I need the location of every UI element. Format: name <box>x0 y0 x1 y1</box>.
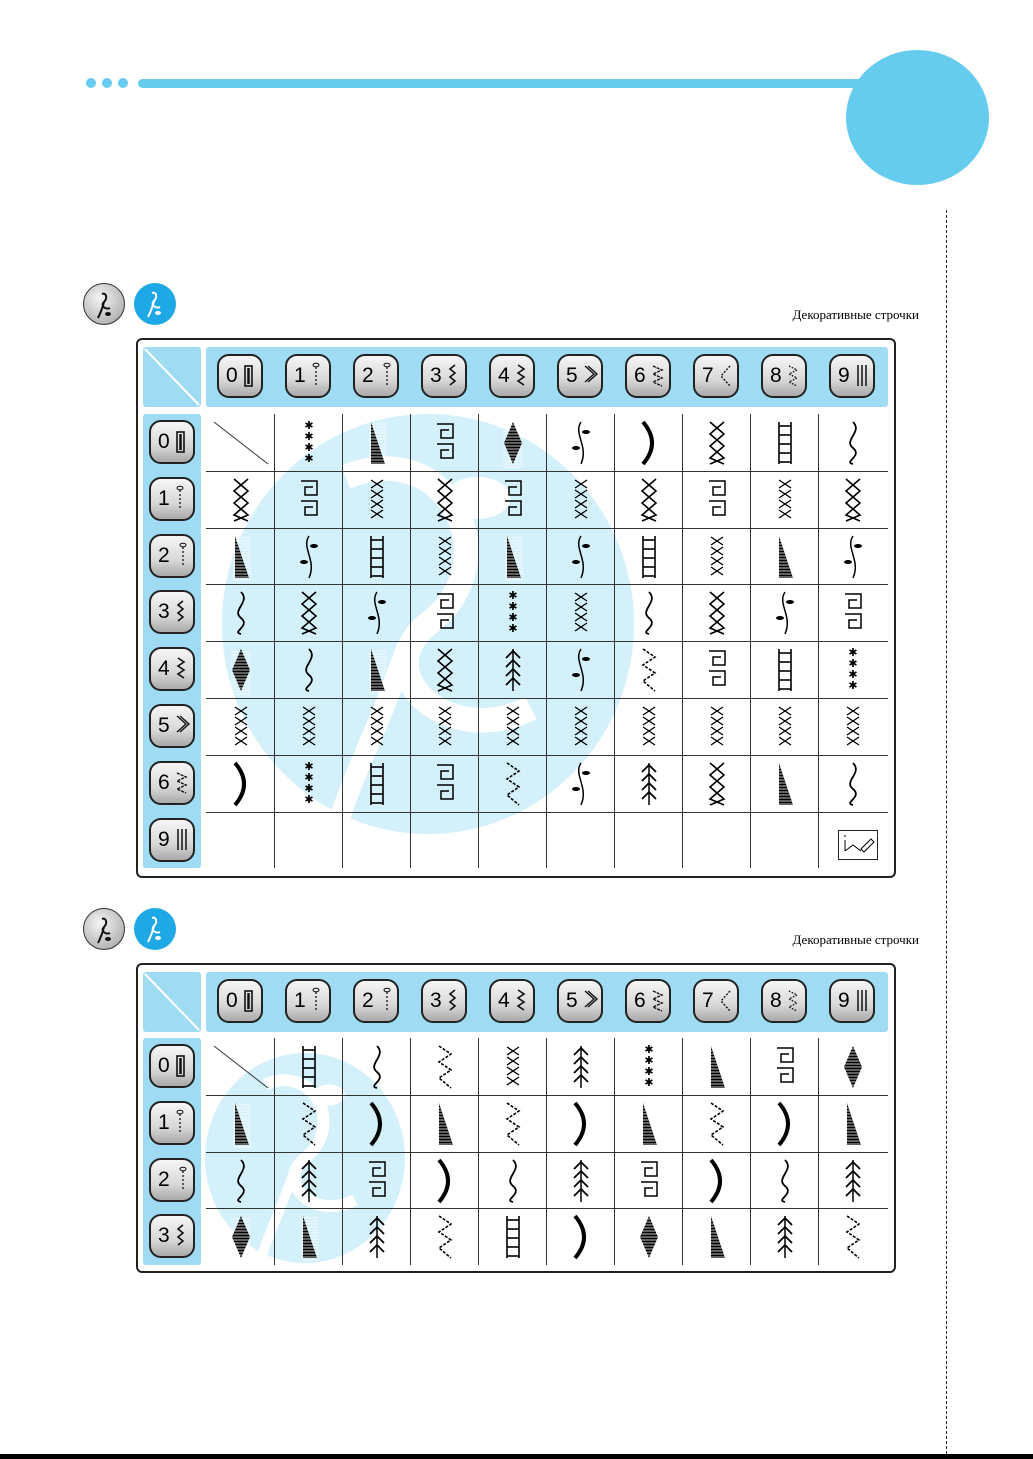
stitch-b-16[interactable] <box>636 1099 662 1154</box>
row-key-1[interactable] <box>149 1101 195 1145</box>
stitch-a-23[interactable] <box>432 532 458 587</box>
stitch-a-02[interactable] <box>364 418 390 473</box>
svg-text:✱: ✱ <box>304 759 314 773</box>
svg-text:✱: ✱ <box>508 589 518 603</box>
stitch-a-58[interactable] <box>772 702 798 757</box>
header-dot-2 <box>102 78 112 88</box>
stitch-a-46[interactable] <box>636 645 662 700</box>
empty-cell-diagonal <box>212 1044 270 1095</box>
key-number: 1 <box>294 989 306 1012</box>
stitch-a-64[interactable] <box>500 759 526 814</box>
column-key-7[interactable] <box>693 354 739 398</box>
stitch-a-04[interactable] <box>500 418 526 473</box>
stitch-b-34[interactable] <box>500 1212 526 1267</box>
stitch-a-18[interactable] <box>772 475 798 530</box>
stitch-a-34[interactable] <box>500 588 526 643</box>
stitch-a-53[interactable] <box>432 702 458 757</box>
column-key-1[interactable] <box>285 979 331 1023</box>
stitch-b-04[interactable] <box>500 1042 526 1097</box>
key-number: 9 <box>838 364 850 387</box>
key-stitch-icon <box>447 987 463 1020</box>
stitch-b-39[interactable] <box>840 1212 866 1267</box>
grid-column-line <box>682 1038 683 1265</box>
stitch-a-59[interactable] <box>840 702 866 757</box>
stitch-b-19[interactable] <box>840 1099 866 1154</box>
row-key-9[interactable] <box>149 818 195 862</box>
key-stitch-icon <box>243 362 259 395</box>
stitch-a-40[interactable] <box>228 645 254 700</box>
key-number: 4 <box>498 989 510 1012</box>
stitch-a-48[interactable] <box>772 645 798 700</box>
stitch-b-08[interactable] <box>772 1042 798 1097</box>
stitch-a-49[interactable] <box>840 645 866 700</box>
key-stitch-icon <box>651 362 667 395</box>
key-number: 0 <box>226 364 238 387</box>
key-number: 2 <box>362 989 374 1012</box>
svg-text:✱: ✱ <box>304 430 314 443</box>
stitch-a-42[interactable] <box>364 645 390 700</box>
svg-text:✱: ✱ <box>848 668 858 682</box>
key-stitch-icon <box>719 987 735 1020</box>
key-stitch-icon <box>855 362 871 395</box>
stitch-a-61[interactable] <box>296 759 322 814</box>
row-key-1[interactable] <box>149 477 195 521</box>
stitch-b-18[interactable] <box>772 1099 798 1154</box>
stitch-mode-active-icon <box>134 908 176 950</box>
stitch-a-27[interactable] <box>704 532 730 587</box>
row-key-2[interactable] <box>149 1158 195 1202</box>
column-key-8[interactable] <box>761 354 807 398</box>
key-number: 5 <box>566 364 578 387</box>
svg-text:✱: ✱ <box>644 1043 654 1056</box>
stitch-b-30[interactable] <box>228 1212 254 1267</box>
stitch-b-12[interactable] <box>364 1099 390 1154</box>
key-number: 7 <box>702 364 714 387</box>
key-stitch-icon <box>175 428 191 461</box>
stitch-a-20[interactable] <box>228 532 254 587</box>
stitch-b-11[interactable] <box>296 1099 322 1154</box>
key-stitch-icon <box>787 362 803 395</box>
stitch-a-32[interactable] <box>364 588 390 643</box>
stitch-a-45[interactable] <box>568 645 594 700</box>
row-key-4[interactable] <box>149 647 195 691</box>
stitch-a-29[interactable] <box>840 532 866 587</box>
key-number: 2 <box>158 1167 170 1191</box>
stitch-b-35[interactable] <box>568 1212 594 1267</box>
stitch-b-17[interactable] <box>704 1099 730 1154</box>
key-number: 0 <box>158 430 170 453</box>
stitch-a-47[interactable] <box>704 645 730 700</box>
svg-text:✱: ✱ <box>304 781 314 795</box>
stitch-b-22[interactable] <box>364 1156 390 1211</box>
key-stitch-icon <box>175 769 191 802</box>
key-stitch-icon <box>175 1052 191 1085</box>
stitch-a-12[interactable] <box>364 475 390 530</box>
key-stitch-icon <box>175 542 191 575</box>
key-stitch-icon <box>175 1166 191 1199</box>
stitch-b-05[interactable] <box>568 1042 594 1097</box>
stitch-a-08[interactable] <box>772 418 798 473</box>
column-key-8[interactable] <box>761 979 807 1023</box>
header-circle <box>846 50 989 185</box>
stitch-b-15[interactable] <box>568 1099 594 1154</box>
grid-column-line <box>410 414 411 868</box>
column-key-1[interactable] <box>285 354 331 398</box>
key-stitch-icon <box>175 712 191 745</box>
row-key-0[interactable] <box>149 420 195 464</box>
stitch-b-33[interactable] <box>432 1212 458 1267</box>
key-number: 4 <box>158 657 170 681</box>
svg-text:✱: ✱ <box>304 419 314 432</box>
column-key-4[interactable] <box>489 979 535 1023</box>
column-key-2[interactable] <box>353 354 399 398</box>
grid-column-line <box>546 414 547 868</box>
key-stitch-icon <box>787 987 803 1020</box>
key-stitch-icon <box>651 987 667 1020</box>
svg-text:✱: ✱ <box>304 770 314 784</box>
stitch-b-21[interactable] <box>296 1156 322 1211</box>
stitch-a-03[interactable] <box>432 418 458 473</box>
stitch-a-09[interactable] <box>840 418 866 473</box>
row-key-5[interactable] <box>149 704 195 748</box>
stitch-b-02[interactable] <box>364 1042 390 1097</box>
stitch-a-26[interactable] <box>636 532 662 587</box>
column-key-5[interactable] <box>557 979 603 1023</box>
stitch-b-31[interactable] <box>296 1212 322 1267</box>
stitch-a-65[interactable] <box>568 759 594 814</box>
stitch-b-27[interactable] <box>704 1156 730 1211</box>
column-key-5[interactable] <box>557 354 603 398</box>
header-bar <box>138 79 898 88</box>
stitch-b-07[interactable] <box>704 1042 730 1097</box>
grid-column-line <box>410 1038 411 1265</box>
stitch-a-52[interactable] <box>364 702 390 757</box>
key-number: 8 <box>770 364 782 387</box>
grid-column-line <box>614 1038 615 1265</box>
key-number: 3 <box>430 364 442 387</box>
grid-column-line <box>750 1038 751 1265</box>
stitch-a-43[interactable] <box>432 645 458 700</box>
stitch-b-14[interactable] <box>500 1099 526 1154</box>
key-number: 1 <box>158 486 170 510</box>
section-caption: Декоративные строчки <box>792 307 919 322</box>
column-key-6[interactable] <box>625 979 671 1023</box>
stitch-a-37[interactable] <box>704 588 730 643</box>
svg-text:✱: ✱ <box>644 1065 654 1078</box>
stitch-mode-active-icon <box>134 283 176 325</box>
stitch-a-14[interactable] <box>500 475 526 530</box>
column-key-9[interactable] <box>829 354 875 398</box>
stitch-a-25[interactable] <box>568 532 594 587</box>
stitch-a-60[interactable] <box>228 759 254 814</box>
stitch-b-38[interactable] <box>772 1212 798 1267</box>
key-stitch-icon <box>311 362 327 395</box>
svg-text:✱: ✱ <box>304 792 314 806</box>
key-number: 3 <box>158 600 170 624</box>
key-number: 1 <box>294 364 306 387</box>
key-number: 5 <box>566 989 578 1012</box>
stitch-b-09[interactable] <box>840 1042 866 1097</box>
key-stitch-icon <box>175 598 191 631</box>
key-number: 6 <box>158 770 170 794</box>
stitch-b-26[interactable] <box>636 1156 662 1211</box>
header-dot-3 <box>118 78 128 88</box>
key-number: 9 <box>158 827 170 851</box>
grid-column-line <box>750 414 751 868</box>
key-number: 8 <box>770 989 782 1012</box>
key-number: 9 <box>838 989 850 1012</box>
key-number: 7 <box>702 989 714 1012</box>
stitch-a-44[interactable] <box>500 645 526 700</box>
stitch-b-13[interactable] <box>432 1099 458 1154</box>
svg-text:✱: ✱ <box>848 646 858 660</box>
stitch-a-66[interactable] <box>636 759 662 814</box>
key-number: 6 <box>634 989 646 1012</box>
row-key-3[interactable] <box>149 590 195 634</box>
column-key-4[interactable] <box>489 354 535 398</box>
grid-column-line <box>614 414 615 868</box>
svg-text:✱: ✱ <box>304 452 314 465</box>
stitch-b-20[interactable] <box>228 1156 254 1211</box>
table-corner <box>143 347 201 407</box>
stitch-b-29[interactable] <box>840 1156 866 1211</box>
header-dot-1 <box>86 78 96 88</box>
grid-column-line <box>342 414 343 868</box>
column-key-2[interactable] <box>353 979 399 1023</box>
key-number: 6 <box>634 364 646 387</box>
key-number: 2 <box>362 364 374 387</box>
stitch-a-13[interactable] <box>432 475 458 530</box>
stitch-a-69[interactable] <box>840 759 866 814</box>
column-key-0[interactable] <box>217 354 263 398</box>
stitch-b-36[interactable] <box>636 1212 662 1267</box>
stitch-a-50[interactable] <box>228 702 254 757</box>
key-stitch-icon <box>243 987 259 1020</box>
svg-text:✱: ✱ <box>508 622 518 636</box>
key-stitch-icon <box>855 987 871 1020</box>
key-number: 2 <box>158 543 170 567</box>
key-stitch-icon <box>515 987 531 1020</box>
stitch-edit-icon[interactable] <box>838 830 878 860</box>
svg-text:✱: ✱ <box>508 611 518 625</box>
key-stitch-icon <box>175 1222 191 1255</box>
stitch-a-55[interactable] <box>568 702 594 757</box>
key-stitch-icon <box>379 362 395 395</box>
key-stitch-icon <box>175 485 191 518</box>
grid-column-line <box>274 414 275 868</box>
grid-column-line <box>274 1038 275 1265</box>
key-stitch-icon <box>583 362 599 395</box>
stitch-a-62[interactable] <box>364 759 390 814</box>
key-stitch-icon <box>447 362 463 395</box>
svg-text:✱: ✱ <box>644 1054 654 1067</box>
stitch-a-30[interactable] <box>228 588 254 643</box>
stitch-a-51[interactable] <box>296 702 322 757</box>
row-key-6[interactable] <box>149 761 195 805</box>
stitch-a-17[interactable] <box>704 475 730 530</box>
svg-text:✱: ✱ <box>304 441 314 454</box>
stitch-a-54[interactable] <box>500 702 526 757</box>
key-stitch-icon <box>515 362 531 395</box>
bottom-rule <box>0 1454 1033 1459</box>
stitch-b-23[interactable] <box>432 1156 458 1211</box>
row-key-2[interactable] <box>149 534 195 578</box>
key-stitch-icon <box>175 655 191 688</box>
stitch-b-25[interactable] <box>568 1156 594 1211</box>
stitch-a-05[interactable] <box>568 418 594 473</box>
stitch-b-10[interactable] <box>228 1099 254 1154</box>
column-key-0[interactable] <box>217 979 263 1023</box>
key-number: 5 <box>158 714 170 737</box>
stitch-a-21[interactable] <box>296 532 322 587</box>
stitch-a-57[interactable] <box>704 702 730 757</box>
column-key-6[interactable] <box>625 354 671 398</box>
row-key-0[interactable] <box>149 1044 195 1088</box>
stitch-a-31[interactable] <box>296 588 322 643</box>
stitch-mode-icon <box>83 283 125 325</box>
stitch-a-01[interactable] <box>296 418 322 473</box>
key-stitch-icon <box>175 826 191 859</box>
stitch-a-68[interactable] <box>772 759 798 814</box>
empty-cell-diagonal <box>212 420 270 471</box>
stitch-b-37[interactable] <box>704 1212 730 1267</box>
stitch-a-38[interactable] <box>772 588 798 643</box>
grid-column-line <box>818 414 819 868</box>
key-stitch-icon <box>311 987 327 1020</box>
svg-text:✱: ✱ <box>848 679 858 693</box>
stitch-b-03[interactable] <box>432 1042 458 1097</box>
margin-dashed-line <box>946 210 947 1459</box>
stitch-mode-icon <box>83 908 125 950</box>
stitch-a-63[interactable] <box>432 759 458 814</box>
stitch-a-11[interactable] <box>296 475 322 530</box>
stitch-a-28[interactable] <box>772 532 798 587</box>
column-key-3[interactable] <box>421 354 467 398</box>
grid-column-line <box>478 414 479 868</box>
svg-text:✱: ✱ <box>848 657 858 671</box>
key-number: 4 <box>498 364 510 387</box>
stitch-a-35[interactable] <box>568 588 594 643</box>
table-corner <box>143 972 201 1032</box>
stitch-a-56[interactable] <box>636 702 662 757</box>
stitch-a-39[interactable] <box>840 588 866 643</box>
key-number: 1 <box>158 1110 170 1134</box>
stitch-a-67[interactable] <box>704 759 730 814</box>
stitch-b-24[interactable] <box>500 1156 526 1211</box>
stitch-a-41[interactable] <box>296 645 322 700</box>
stitch-b-06[interactable] <box>636 1042 662 1097</box>
stitch-a-36[interactable] <box>636 588 662 643</box>
stitch-a-10[interactable] <box>228 475 254 530</box>
column-key-9[interactable] <box>829 979 875 1023</box>
grid-column-line <box>546 1038 547 1265</box>
grid-column-line <box>478 1038 479 1265</box>
svg-text:✱: ✱ <box>508 600 518 614</box>
stitch-a-16[interactable] <box>636 475 662 530</box>
key-stitch-icon <box>379 987 395 1020</box>
svg-text:✱: ✱ <box>644 1076 654 1089</box>
stitch-a-33[interactable] <box>432 588 458 643</box>
stitch-b-01[interactable] <box>296 1042 322 1097</box>
row-key-3[interactable] <box>149 1214 195 1258</box>
stitch-b-28[interactable] <box>772 1156 798 1211</box>
key-stitch-icon <box>175 1109 191 1142</box>
grid-column-line <box>818 1038 819 1265</box>
column-key-7[interactable] <box>693 979 739 1023</box>
stitch-a-06[interactable] <box>636 418 662 473</box>
stitch-a-19[interactable] <box>840 475 866 530</box>
grid-column-line <box>682 414 683 868</box>
key-number: 3 <box>158 1224 170 1248</box>
grid-column-line <box>342 1038 343 1265</box>
key-stitch-icon <box>719 362 735 395</box>
key-number: 0 <box>226 989 238 1012</box>
stitch-b-32[interactable] <box>364 1212 390 1267</box>
key-number: 0 <box>158 1054 170 1077</box>
section-caption: Декоративные строчки <box>792 932 919 947</box>
stitch-a-24[interactable] <box>500 532 526 587</box>
stitch-a-22[interactable] <box>364 532 390 587</box>
stitch-a-15[interactable] <box>568 475 594 530</box>
column-key-3[interactable] <box>421 979 467 1023</box>
key-stitch-icon <box>583 987 599 1020</box>
stitch-a-07[interactable] <box>704 418 730 473</box>
key-number: 3 <box>430 989 442 1012</box>
